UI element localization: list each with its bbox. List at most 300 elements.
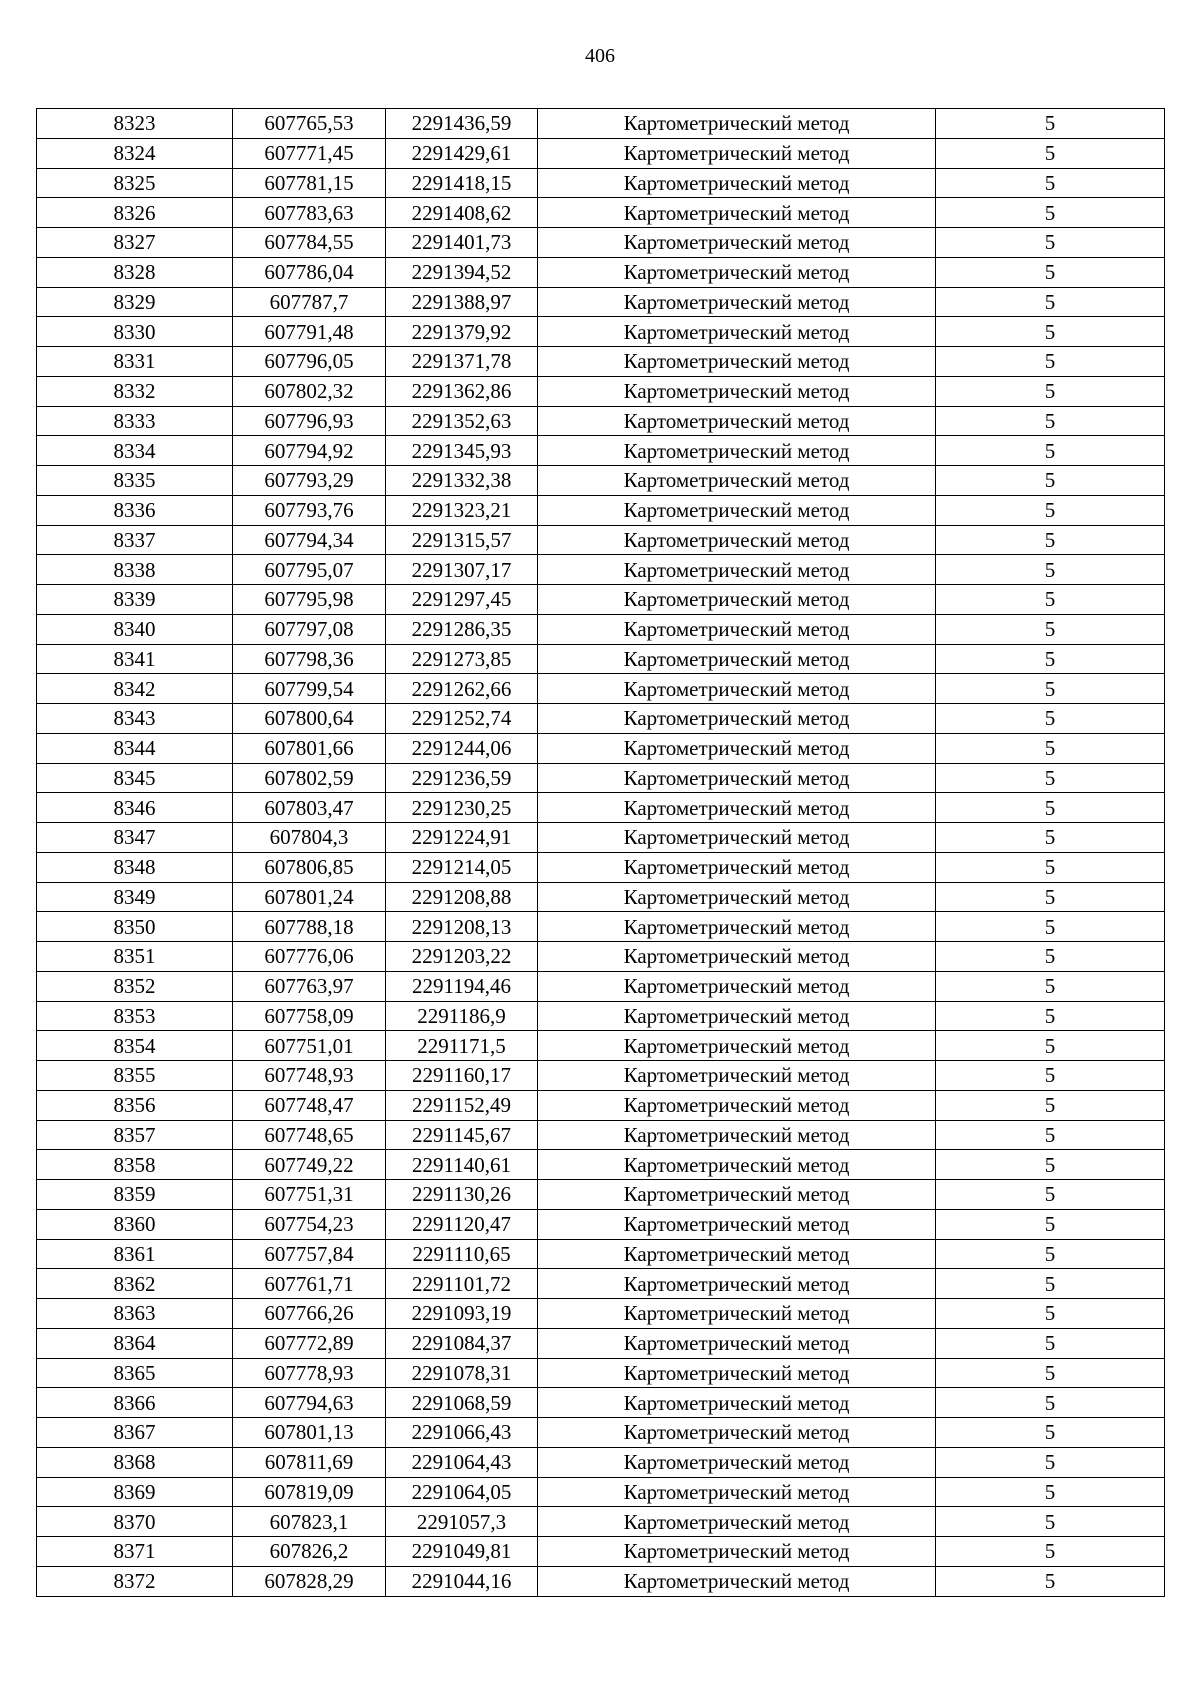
table-row (37, 317, 1165, 347)
method-cell: Картометрический метод (538, 406, 936, 436)
y-coordinate-cell: 2291171,5 (386, 1031, 538, 1061)
point-number-cell: 8367 (37, 1418, 233, 1448)
method-cell: Картометрический метод (538, 138, 936, 168)
y-coordinate-cell: 2291244,06 (386, 733, 538, 763)
method-cell: Картометрический метод (538, 168, 936, 198)
y-coordinate-cell: 2291194,46 (386, 971, 538, 1001)
method-cell: Картометрический метод (538, 257, 936, 287)
point-number-cell: 8354 (37, 1031, 233, 1061)
y-coordinate-cell: 2291130,26 (386, 1180, 538, 1210)
accuracy-cell: 5 (936, 287, 1165, 317)
y-coordinate-cell: 2291049,81 (386, 1537, 538, 1567)
page-number: 406 (585, 45, 615, 67)
accuracy-cell: 5 (936, 733, 1165, 763)
x-coordinate-cell: 607771,45 (233, 138, 386, 168)
method-cell: Картометрический метод (538, 228, 936, 258)
method-cell: Картометрический метод (538, 614, 936, 644)
x-coordinate-cell: 607748,65 (233, 1120, 386, 1150)
table-row (37, 376, 1165, 406)
x-coordinate-cell: 607751,31 (233, 1180, 386, 1210)
x-coordinate-cell: 607794,34 (233, 525, 386, 555)
y-coordinate-cell: 2291429,61 (386, 138, 538, 168)
point-number-cell: 8344 (37, 733, 233, 763)
table-row (37, 1328, 1165, 1358)
y-coordinate-cell: 2291064,43 (386, 1447, 538, 1477)
x-coordinate-cell: 607796,93 (233, 406, 386, 436)
accuracy-cell: 5 (936, 168, 1165, 198)
point-number-cell: 8361 (37, 1239, 233, 1269)
x-coordinate-cell: 607783,63 (233, 198, 386, 228)
point-number-cell: 8371 (37, 1537, 233, 1567)
point-number-cell: 8333 (37, 406, 233, 436)
method-cell: Картометрический метод (538, 1537, 936, 1567)
x-coordinate-cell: 607826,2 (233, 1537, 386, 1567)
table-row (37, 406, 1165, 436)
table-row (37, 793, 1165, 823)
table-row (37, 1447, 1165, 1477)
method-cell: Картометрический метод (538, 852, 936, 882)
method-cell: Картометрический метод (538, 495, 936, 525)
x-coordinate-cell: 607781,15 (233, 168, 386, 198)
method-cell: Картометрический метод (538, 1001, 936, 1031)
point-number-cell: 8336 (37, 495, 233, 525)
y-coordinate-cell: 2291101,72 (386, 1269, 538, 1299)
y-coordinate-cell: 2291379,92 (386, 317, 538, 347)
x-coordinate-cell: 607748,93 (233, 1061, 386, 1091)
point-number-cell: 8325 (37, 168, 233, 198)
x-coordinate-cell: 607766,26 (233, 1299, 386, 1329)
method-cell: Картометрический метод (538, 793, 936, 823)
x-coordinate-cell: 607748,47 (233, 1090, 386, 1120)
table-row (37, 704, 1165, 734)
point-number-cell: 8338 (37, 555, 233, 585)
table-row (37, 466, 1165, 496)
table-row (37, 1299, 1165, 1329)
method-cell: Картометрический метод (538, 287, 936, 317)
y-coordinate-cell: 2291323,21 (386, 495, 538, 525)
x-coordinate-cell: 607811,69 (233, 1447, 386, 1477)
method-cell: Картометрический метод (538, 1447, 936, 1477)
x-coordinate-cell: 607758,09 (233, 1001, 386, 1031)
table-row (37, 109, 1165, 139)
point-number-cell: 8340 (37, 614, 233, 644)
method-cell: Картометрический метод (538, 823, 936, 853)
y-coordinate-cell: 2291084,37 (386, 1328, 538, 1358)
method-cell: Картометрический метод (538, 644, 936, 674)
table-row (37, 644, 1165, 674)
accuracy-cell: 5 (936, 347, 1165, 377)
table-row (37, 1537, 1165, 1567)
y-coordinate-cell: 2291345,93 (386, 436, 538, 466)
y-coordinate-cell: 2291388,97 (386, 287, 538, 317)
table-row (37, 882, 1165, 912)
table-row (37, 763, 1165, 793)
x-coordinate-cell: 607793,29 (233, 466, 386, 496)
accuracy-cell: 5 (936, 1418, 1165, 1448)
method-cell: Картометрический метод (538, 1477, 936, 1507)
x-coordinate-cell: 607763,97 (233, 971, 386, 1001)
point-number-cell: 8337 (37, 525, 233, 555)
accuracy-cell: 5 (936, 852, 1165, 882)
method-cell: Картометрический метод (538, 376, 936, 406)
x-coordinate-cell: 607749,22 (233, 1150, 386, 1180)
accuracy-cell: 5 (936, 495, 1165, 525)
point-number-cell: 8341 (37, 644, 233, 674)
y-coordinate-cell: 2291236,59 (386, 763, 538, 793)
accuracy-cell: 5 (936, 1447, 1165, 1477)
accuracy-cell: 5 (936, 882, 1165, 912)
method-cell: Картометрический метод (538, 1388, 936, 1418)
y-coordinate-cell: 2291436,59 (386, 109, 538, 139)
table-row (37, 1418, 1165, 1448)
point-number-cell: 8343 (37, 704, 233, 734)
table-row (37, 1090, 1165, 1120)
y-coordinate-cell: 2291057,3 (386, 1507, 538, 1537)
table-row (37, 1150, 1165, 1180)
accuracy-cell: 5 (936, 228, 1165, 258)
method-cell: Картометрический метод (538, 1507, 936, 1537)
table-row (37, 495, 1165, 525)
table-row (37, 1388, 1165, 1418)
table-row (37, 555, 1165, 585)
x-coordinate-cell: 607786,04 (233, 257, 386, 287)
accuracy-cell: 5 (936, 1299, 1165, 1329)
x-coordinate-cell: 607791,48 (233, 317, 386, 347)
accuracy-cell: 5 (936, 1537, 1165, 1567)
y-coordinate-cell: 2291362,86 (386, 376, 538, 406)
accuracy-cell: 5 (936, 644, 1165, 674)
method-cell: Картометрический метод (538, 585, 936, 615)
accuracy-cell: 5 (936, 138, 1165, 168)
y-coordinate-cell: 2291286,35 (386, 614, 538, 644)
point-number-cell: 8326 (37, 198, 233, 228)
point-number-cell: 8329 (37, 287, 233, 317)
accuracy-cell: 5 (936, 109, 1165, 139)
accuracy-cell: 5 (936, 912, 1165, 942)
accuracy-cell: 5 (936, 376, 1165, 406)
table-row (37, 912, 1165, 942)
x-coordinate-cell: 607751,01 (233, 1031, 386, 1061)
accuracy-cell: 5 (936, 1507, 1165, 1537)
accuracy-cell: 5 (936, 1388, 1165, 1418)
y-coordinate-cell: 2291273,85 (386, 644, 538, 674)
point-number-cell: 8365 (37, 1358, 233, 1388)
x-coordinate-cell: 607797,08 (233, 614, 386, 644)
method-cell: Картометрический метод (538, 347, 936, 377)
y-coordinate-cell: 2291262,66 (386, 674, 538, 704)
method-cell: Картометрический метод (538, 1031, 936, 1061)
y-coordinate-cell: 2291332,38 (386, 466, 538, 496)
accuracy-cell: 5 (936, 198, 1165, 228)
y-coordinate-cell: 2291152,49 (386, 1090, 538, 1120)
x-coordinate-cell: 607754,23 (233, 1209, 386, 1239)
table-row (37, 1269, 1165, 1299)
x-coordinate-cell: 607795,98 (233, 585, 386, 615)
table-row (37, 1120, 1165, 1150)
table-row (37, 852, 1165, 882)
accuracy-cell: 5 (936, 1358, 1165, 1388)
method-cell: Картометрический метод (538, 1418, 936, 1448)
method-cell: Картометрический метод (538, 674, 936, 704)
method-cell: Картометрический метод (538, 912, 936, 942)
point-number-cell: 8362 (37, 1269, 233, 1299)
y-coordinate-cell: 2291044,16 (386, 1566, 538, 1596)
point-number-cell: 8327 (37, 228, 233, 258)
y-coordinate-cell: 2291208,13 (386, 912, 538, 942)
accuracy-cell: 5 (936, 525, 1165, 555)
accuracy-cell: 5 (936, 1031, 1165, 1061)
table-row (37, 1358, 1165, 1388)
accuracy-cell: 5 (936, 704, 1165, 734)
point-number-cell: 8357 (37, 1120, 233, 1150)
point-number-cell: 8349 (37, 882, 233, 912)
point-number-cell: 8323 (37, 109, 233, 139)
method-cell: Картометрический метод (538, 1209, 936, 1239)
method-cell: Картометрический метод (538, 109, 936, 139)
x-coordinate-cell: 607802,59 (233, 763, 386, 793)
point-number-cell: 8360 (37, 1209, 233, 1239)
method-cell: Картометрический метод (538, 704, 936, 734)
accuracy-cell: 5 (936, 1566, 1165, 1596)
x-coordinate-cell: 607799,54 (233, 674, 386, 704)
point-number-cell: 8334 (37, 436, 233, 466)
accuracy-cell: 5 (936, 614, 1165, 644)
table-row (37, 257, 1165, 287)
method-cell: Картометрический метод (538, 317, 936, 347)
accuracy-cell: 5 (936, 971, 1165, 1001)
method-cell: Картометрический метод (538, 1180, 936, 1210)
method-cell: Картометрический метод (538, 1299, 936, 1329)
accuracy-cell: 5 (936, 793, 1165, 823)
method-cell: Картометрический метод (538, 436, 936, 466)
y-coordinate-cell: 2291066,43 (386, 1418, 538, 1448)
y-coordinate-cell: 2291120,47 (386, 1209, 538, 1239)
point-number-cell: 8369 (37, 1477, 233, 1507)
x-coordinate-cell: 607803,47 (233, 793, 386, 823)
table-row (37, 1061, 1165, 1091)
table-row (37, 733, 1165, 763)
x-coordinate-cell: 607793,76 (233, 495, 386, 525)
point-number-cell: 8330 (37, 317, 233, 347)
point-number-cell: 8342 (37, 674, 233, 704)
y-coordinate-cell: 2291064,05 (386, 1477, 538, 1507)
method-cell: Картометрический метод (538, 1239, 936, 1269)
y-coordinate-cell: 2291110,65 (386, 1239, 538, 1269)
accuracy-cell: 5 (936, 466, 1165, 496)
table-row (37, 1031, 1165, 1061)
x-coordinate-cell: 607761,71 (233, 1269, 386, 1299)
point-number-cell: 8328 (37, 257, 233, 287)
method-cell: Картометрический метод (538, 763, 936, 793)
x-coordinate-cell: 607757,84 (233, 1239, 386, 1269)
table-row (37, 347, 1165, 377)
y-coordinate-cell: 2291408,62 (386, 198, 538, 228)
y-coordinate-cell: 2291068,59 (386, 1388, 538, 1418)
table-row (37, 525, 1165, 555)
x-coordinate-cell: 607772,89 (233, 1328, 386, 1358)
x-coordinate-cell: 607804,3 (233, 823, 386, 853)
method-cell: Картометрический метод (538, 1269, 936, 1299)
table-row (37, 585, 1165, 615)
point-number-cell: 8363 (37, 1299, 233, 1329)
method-cell: Картометрический метод (538, 971, 936, 1001)
accuracy-cell: 5 (936, 1150, 1165, 1180)
y-coordinate-cell: 2291315,57 (386, 525, 538, 555)
point-number-cell: 8332 (37, 376, 233, 406)
y-coordinate-cell: 2291394,52 (386, 257, 538, 287)
accuracy-cell: 5 (936, 1209, 1165, 1239)
accuracy-cell: 5 (936, 1328, 1165, 1358)
x-coordinate-cell: 607794,63 (233, 1388, 386, 1418)
x-coordinate-cell: 607802,32 (233, 376, 386, 406)
accuracy-cell: 5 (936, 763, 1165, 793)
x-coordinate-cell: 607765,53 (233, 109, 386, 139)
table-row (37, 168, 1165, 198)
method-cell: Картометрический метод (538, 1120, 936, 1150)
y-coordinate-cell: 2291186,9 (386, 1001, 538, 1031)
x-coordinate-cell: 607819,09 (233, 1477, 386, 1507)
accuracy-cell: 5 (936, 585, 1165, 615)
method-cell: Картометрический метод (538, 1328, 936, 1358)
x-coordinate-cell: 607823,1 (233, 1507, 386, 1537)
x-coordinate-cell: 607828,29 (233, 1566, 386, 1596)
y-coordinate-cell: 2291230,25 (386, 793, 538, 823)
point-number-cell: 8358 (37, 1150, 233, 1180)
method-cell: Картометрический метод (538, 1090, 936, 1120)
accuracy-cell: 5 (936, 317, 1165, 347)
y-coordinate-cell: 2291252,74 (386, 704, 538, 734)
accuracy-cell: 5 (936, 555, 1165, 585)
point-number-cell: 8345 (37, 763, 233, 793)
point-number-cell: 8335 (37, 466, 233, 496)
y-coordinate-cell: 2291401,73 (386, 228, 538, 258)
method-cell: Картометрический метод (538, 555, 936, 585)
method-cell: Картометрический метод (538, 942, 936, 972)
point-number-cell: 8364 (37, 1328, 233, 1358)
point-number-cell: 8346 (37, 793, 233, 823)
point-number-cell: 8356 (37, 1090, 233, 1120)
x-coordinate-cell: 607776,06 (233, 942, 386, 972)
table-row (37, 1180, 1165, 1210)
x-coordinate-cell: 607801,13 (233, 1418, 386, 1448)
accuracy-cell: 5 (936, 1239, 1165, 1269)
point-number-cell: 8339 (37, 585, 233, 615)
method-cell: Картометрический метод (538, 525, 936, 555)
method-cell: Картометрический метод (538, 1358, 936, 1388)
x-coordinate-cell: 607795,07 (233, 555, 386, 585)
y-coordinate-cell: 2291224,91 (386, 823, 538, 853)
table-row (37, 198, 1165, 228)
table-row (37, 436, 1165, 466)
method-cell: Картометрический метод (538, 1150, 936, 1180)
point-number-cell: 8350 (37, 912, 233, 942)
accuracy-cell: 5 (936, 1090, 1165, 1120)
table-row (37, 1566, 1165, 1596)
point-number-cell: 8348 (37, 852, 233, 882)
table-row (37, 971, 1165, 1001)
table-row (37, 1507, 1165, 1537)
x-coordinate-cell: 607794,92 (233, 436, 386, 466)
table-row (37, 1477, 1165, 1507)
method-cell: Картометрический метод (538, 1061, 936, 1091)
point-number-cell: 8372 (37, 1566, 233, 1596)
accuracy-cell: 5 (936, 1120, 1165, 1150)
table-row (37, 1239, 1165, 1269)
accuracy-cell: 5 (936, 1269, 1165, 1299)
accuracy-cell: 5 (936, 436, 1165, 466)
coordinates-table (36, 108, 1165, 1597)
x-coordinate-cell: 607784,55 (233, 228, 386, 258)
point-number-cell: 8370 (37, 1507, 233, 1537)
table-row (37, 674, 1165, 704)
point-number-cell: 8353 (37, 1001, 233, 1031)
x-coordinate-cell: 607801,66 (233, 733, 386, 763)
accuracy-cell: 5 (936, 942, 1165, 972)
y-coordinate-cell: 2291160,17 (386, 1061, 538, 1091)
point-number-cell: 8366 (37, 1388, 233, 1418)
table-row (37, 1209, 1165, 1239)
point-number-cell: 8347 (37, 823, 233, 853)
accuracy-cell: 5 (936, 1001, 1165, 1031)
y-coordinate-cell: 2291371,78 (386, 347, 538, 377)
table-row (37, 942, 1165, 972)
coordinates-table-body (37, 109, 1165, 1597)
x-coordinate-cell: 607798,36 (233, 644, 386, 674)
accuracy-cell: 5 (936, 1477, 1165, 1507)
x-coordinate-cell: 607800,64 (233, 704, 386, 734)
method-cell: Картометрический метод (538, 1566, 936, 1596)
x-coordinate-cell: 607801,24 (233, 882, 386, 912)
method-cell: Картометрический метод (538, 466, 936, 496)
accuracy-cell: 5 (936, 823, 1165, 853)
accuracy-cell: 5 (936, 1061, 1165, 1091)
point-number-cell: 8331 (37, 347, 233, 377)
y-coordinate-cell: 2291307,17 (386, 555, 538, 585)
x-coordinate-cell: 607788,18 (233, 912, 386, 942)
y-coordinate-cell: 2291352,63 (386, 406, 538, 436)
table-row (37, 287, 1165, 317)
point-number-cell: 8351 (37, 942, 233, 972)
point-number-cell: 8324 (37, 138, 233, 168)
accuracy-cell: 5 (936, 674, 1165, 704)
point-number-cell: 8355 (37, 1061, 233, 1091)
x-coordinate-cell: 607806,85 (233, 852, 386, 882)
accuracy-cell: 5 (936, 257, 1165, 287)
y-coordinate-cell: 2291418,15 (386, 168, 538, 198)
y-coordinate-cell: 2291203,22 (386, 942, 538, 972)
point-number-cell: 8352 (37, 971, 233, 1001)
method-cell: Картометрический метод (538, 198, 936, 228)
y-coordinate-cell: 2291214,05 (386, 852, 538, 882)
x-coordinate-cell: 607796,05 (233, 347, 386, 377)
table-row (37, 138, 1165, 168)
y-coordinate-cell: 2291208,88 (386, 882, 538, 912)
y-coordinate-cell: 2291078,31 (386, 1358, 538, 1388)
method-cell: Картометрический метод (538, 882, 936, 912)
point-number-cell: 8359 (37, 1180, 233, 1210)
y-coordinate-cell: 2291093,19 (386, 1299, 538, 1329)
accuracy-cell: 5 (936, 1180, 1165, 1210)
y-coordinate-cell: 2291297,45 (386, 585, 538, 615)
x-coordinate-cell: 607778,93 (233, 1358, 386, 1388)
y-coordinate-cell: 2291140,61 (386, 1150, 538, 1180)
table-row (37, 228, 1165, 258)
table-row (37, 1001, 1165, 1031)
table-row (37, 823, 1165, 853)
x-coordinate-cell: 607787,7 (233, 287, 386, 317)
method-cell: Картометрический метод (538, 733, 936, 763)
y-coordinate-cell: 2291145,67 (386, 1120, 538, 1150)
